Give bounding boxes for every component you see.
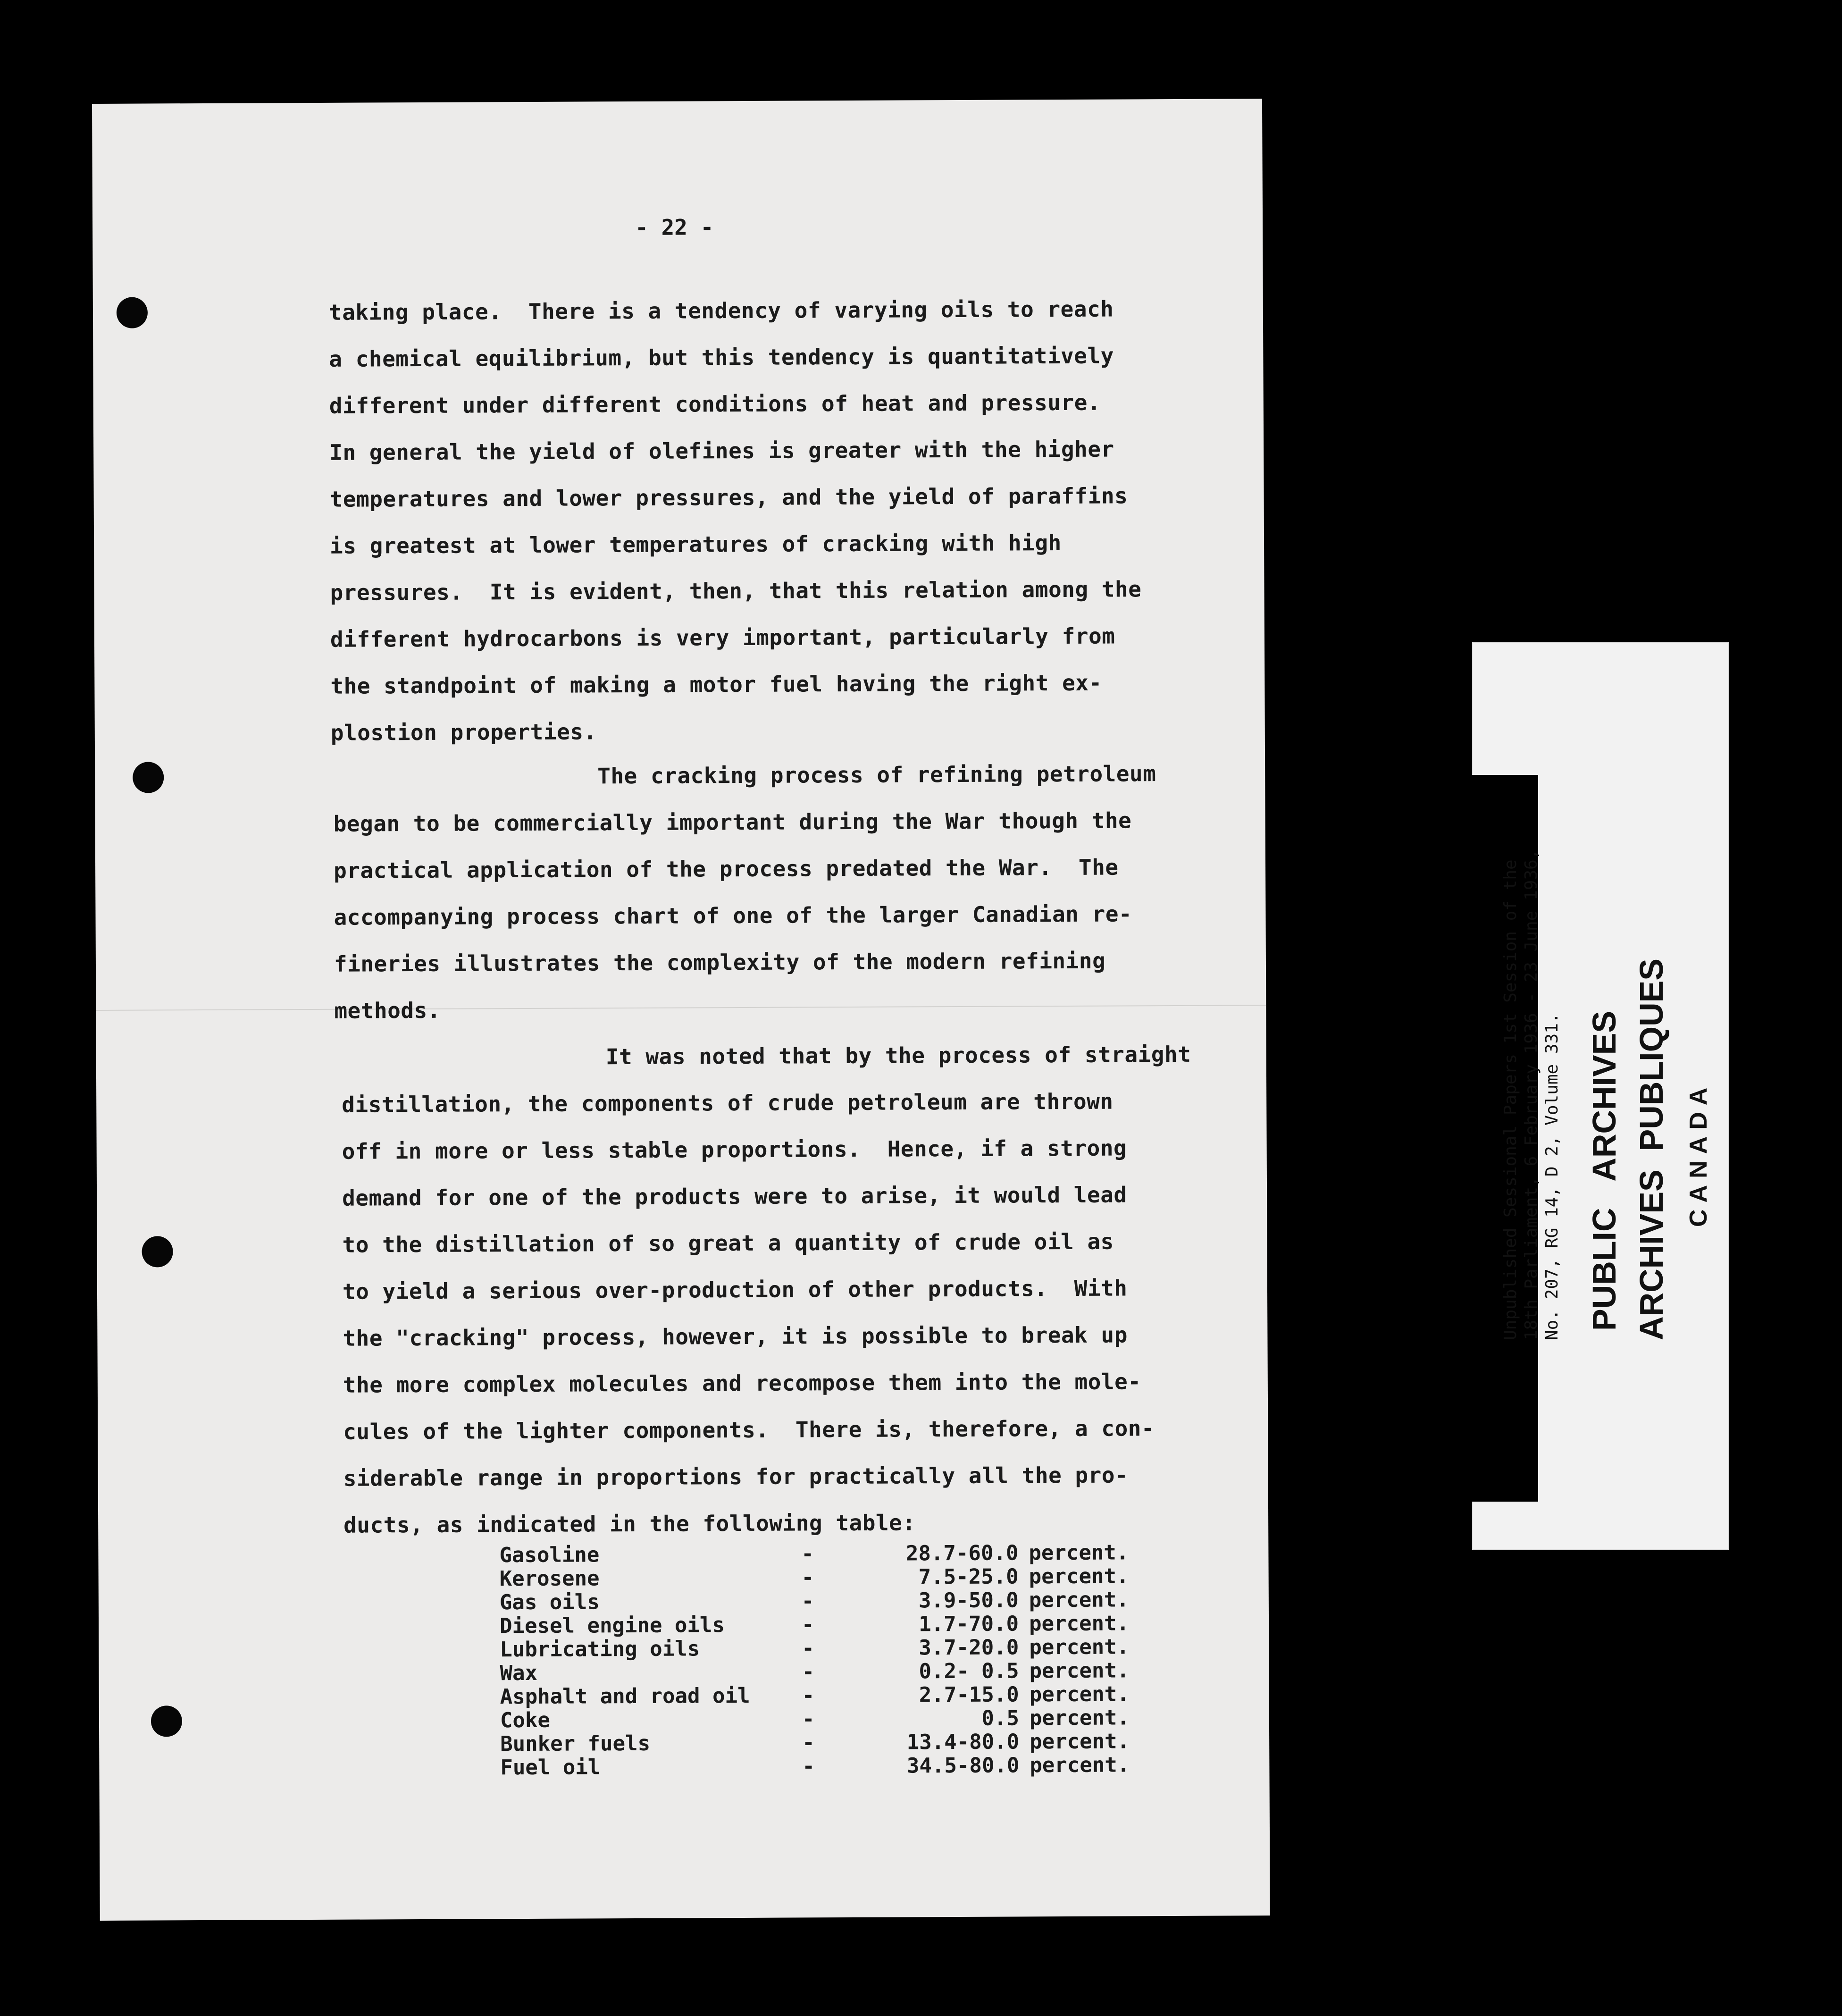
- yield-range: 34.5-80.0: [906, 1753, 1020, 1778]
- text-line: the "cracking" process, however, it is possible to break up: [343, 1322, 1128, 1351]
- product-name: Lubricating oils: [500, 1637, 700, 1662]
- unit-label: percent.: [1029, 1611, 1130, 1636]
- dash-separator: -: [802, 1683, 815, 1708]
- text-line: to yield a serious over-production of other products. With: [342, 1275, 1128, 1304]
- product-yield-table: [499, 1541, 1143, 1780]
- text-line: cules of the lighter components. There is, therefore, a con-: [343, 1415, 1155, 1445]
- product-name: Asphalt and road oil: [500, 1683, 750, 1709]
- text-line: plostion properties.: [330, 719, 597, 746]
- product-name: Diesel engine oils: [499, 1613, 725, 1638]
- yield-range: 3.7-20.0: [919, 1635, 1019, 1660]
- product-name: Wax: [500, 1661, 538, 1686]
- paragraph-3: [342, 1031, 1193, 1549]
- text-line: practical application of the process predated the War. The: [333, 854, 1119, 883]
- page-number: - 22 -: [635, 214, 714, 240]
- unit-label: percent.: [1029, 1588, 1129, 1613]
- product-name: Bunker fuels: [500, 1731, 651, 1756]
- text-line: pressures. It is evident, then, that this relation among the: [330, 576, 1142, 605]
- text-line: began to be commercially important during the War though the: [333, 807, 1132, 837]
- unit-label: percent.: [1029, 1682, 1130, 1707]
- yield-range: 1.7-70.0: [919, 1612, 1019, 1637]
- text-line: off in more or less stable proportions. Hence, if a strong: [342, 1135, 1127, 1164]
- unit-label: percent.: [1029, 1540, 1129, 1565]
- text-line: different under different conditions of heat and pressure.: [329, 389, 1101, 419]
- dash-separator: -: [802, 1707, 815, 1731]
- text-line: the more complex molecules and recompose them into the mole-: [343, 1369, 1141, 1398]
- table-row: [500, 1706, 1143, 1732]
- table-row: [500, 1753, 1143, 1780]
- punch-hole: [151, 1705, 182, 1737]
- dash-separator: -: [801, 1542, 814, 1566]
- dash-separator: -: [801, 1613, 814, 1637]
- product-name: Coke: [500, 1708, 551, 1733]
- table-row: [500, 1612, 1142, 1638]
- yield-range: 28.7-60.0: [905, 1541, 1019, 1566]
- text-line: It was noted that by the process of straight: [605, 1041, 1191, 1070]
- table-row: [499, 1541, 1142, 1567]
- unit-label: percent.: [1029, 1658, 1130, 1683]
- archive-name-en: PUBLIC ARCHIVES: [1586, 1010, 1623, 1331]
- table-row: [500, 1682, 1143, 1709]
- text-line: distillation, the components of crude petroleum are thrown: [342, 1088, 1114, 1117]
- archive-citation: [1500, 849, 1563, 1340]
- dash-separator: -: [801, 1589, 814, 1613]
- product-name: Kerosene: [499, 1566, 600, 1591]
- dash-separator: -: [802, 1730, 815, 1755]
- citation-line: 18th Parliament, 6 February 1936 - 23 June 1936,: [1522, 849, 1541, 1340]
- yield-range: 13.4-80.0: [906, 1730, 1020, 1755]
- product-name: Gasoline: [499, 1543, 600, 1568]
- text-line: to the distillation of so great a quantity of crude oil as: [342, 1228, 1114, 1258]
- archive-name-fr: ARCHIVES PUBLIQUES: [1633, 958, 1670, 1340]
- text-line: accompanying process chart of one of the larger Canadian re-: [334, 901, 1132, 930]
- text-line: fineries illustrates the complexity of the modern refining: [334, 948, 1106, 977]
- document-page: [92, 99, 1270, 1921]
- yield-range: 3.9-50.0: [918, 1588, 1019, 1613]
- yield-range: 0.2- 0.5: [919, 1659, 1019, 1684]
- text-line: siderable range in proportions for practically all the pro-: [343, 1462, 1129, 1491]
- text-line: methods.: [334, 997, 441, 1024]
- dash-separator: -: [801, 1565, 814, 1590]
- archive-stamp: [1581, 958, 1722, 1340]
- punch-hole: [117, 297, 148, 328]
- punch-hole: [142, 1236, 173, 1267]
- text-line: is greatest at lower temperatures of cracking with high: [329, 530, 1062, 559]
- unit-label: percent.: [1030, 1729, 1130, 1754]
- unit-label: percent.: [1029, 1635, 1130, 1660]
- punch-hole: [133, 762, 164, 793]
- citation-line: No. 207, RG 14, D 2, Volume 331.: [1542, 1013, 1562, 1340]
- yield-range: 0.5: [981, 1706, 1020, 1730]
- table-row: [500, 1730, 1143, 1756]
- text-line: The cracking process of refining petroleum: [597, 761, 1156, 789]
- text-line: the standpoint of making a motor fuel having the right ex-: [330, 670, 1102, 699]
- yield-range: 7.5-25.0: [918, 1564, 1019, 1589]
- table-row: [500, 1635, 1142, 1662]
- archive-country: CANADA: [1685, 1081, 1712, 1227]
- text-line: temperatures and lower pressures, and the yield of paraffins: [329, 483, 1128, 512]
- text-line: taking place. There is a tendency of varying oils to reach: [328, 296, 1114, 325]
- unit-label: percent.: [1029, 1564, 1129, 1589]
- dash-separator: -: [802, 1754, 815, 1779]
- paragraph-1: [329, 286, 1142, 756]
- table-row: [500, 1564, 1142, 1591]
- citation-line: Unpublished Sessional Papers 1st Session of the: [1501, 859, 1520, 1340]
- dash-separator: -: [802, 1660, 815, 1684]
- yield-range: 2.7-15.0: [919, 1682, 1019, 1707]
- unit-label: percent.: [1030, 1753, 1130, 1778]
- table-row: [500, 1659, 1142, 1685]
- text-line: In general the yield of olefines is greater with the higher: [329, 436, 1114, 465]
- text-line: demand for one of the products were to arise, it would lead: [342, 1182, 1127, 1211]
- text-line: different hydrocarbons is very important, particularly from: [330, 623, 1115, 652]
- product-name: Gas oils: [499, 1590, 600, 1615]
- dash-separator: -: [802, 1636, 814, 1661]
- text-line: ducts, as indicated in the following table:: [343, 1510, 916, 1538]
- text-line: a chemical equilibrium, but this tendency is quantitatively: [329, 343, 1114, 372]
- paragraph-2: [333, 750, 1157, 1034]
- product-name: Fuel oil: [500, 1755, 601, 1780]
- table-row: [500, 1588, 1142, 1614]
- unit-label: percent.: [1029, 1705, 1130, 1730]
